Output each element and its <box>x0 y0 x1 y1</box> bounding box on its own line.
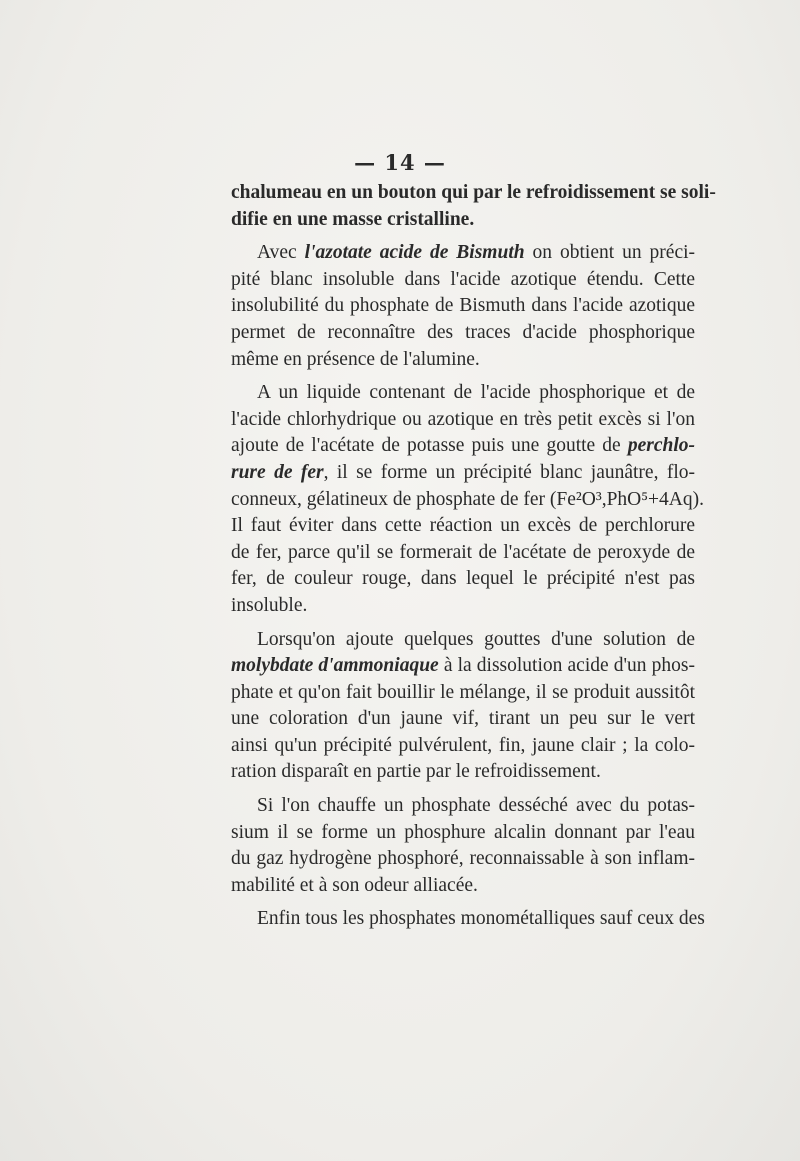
text-line: sium il se forme un phosphure alcalin donnant par l'eau <box>231 821 695 843</box>
italic-term: perchlo- <box>627 435 695 457</box>
text-line: Il faut éviter dans cette réaction un excès de perchlorure <box>231 515 695 537</box>
text-line: mabilité et à son odeur alliacée. <box>231 874 478 896</box>
italic-term: rure de fer <box>231 461 324 483</box>
text-line: Si l'on chauffe un phosphate desséché avec du potas- <box>257 795 695 817</box>
text-line: de fer, parce qu'il se formerait de l'acétate de peroxyde de <box>231 541 695 563</box>
text-line: ainsi qu'un précipité pulvérulent, fin, jaune clair ; la colo- <box>231 734 695 756</box>
text-line: A un liquide contenant de l'acide phosphorique et de <box>257 382 695 404</box>
text-line: conneux, gélatineux de phosphate de fer (Fe²O³,PhO⁵+4Aq). <box>231 488 704 510</box>
text-line: molybdate d'ammoniaque à la dissolution acide d'un phos- <box>231 655 695 677</box>
text-line: chalumeau en un bouton qui par le refroidissement se soli- <box>231 182 716 203</box>
text-line: pité blanc insoluble dans l'acide azotique étendu. Cette <box>231 268 695 290</box>
text-line: fer, de couleur rouge, dans lequel le précipité n'est pas <box>231 568 695 590</box>
text-line: du gaz hydrogène phosphoré, reconnaissable à son inflam- <box>231 848 695 870</box>
text-line: l'acide chlorhydrique ou azotique en très petit excès si l'on <box>231 408 695 430</box>
text-line: ration disparaît en partie par le refroidissement. <box>231 761 601 783</box>
text-line: permet de reconnaître des traces d'acide phosphorique <box>231 321 695 343</box>
italic-term: l'azotate acide de Bismuth <box>304 242 525 264</box>
text-line: difie en une masse cristalline. <box>231 208 475 230</box>
text-line: Lorsqu'on ajoute quelques gouttes d'une solution de <box>257 628 695 650</box>
text-line: phate et qu'on fait bouillir le mélange, il se produit aussitôt <box>231 681 695 703</box>
text-line: une coloration d'un jaune vif, tirant un peu sur le vert <box>231 708 695 730</box>
text-line: Avec l'azotate acide de Bismuth on obtient un préci- <box>257 242 696 264</box>
text-line: insoluble. <box>231 594 308 616</box>
text-line: Enfin tous les phosphates monométalliques sauf ceux des <box>257 908 705 930</box>
text-line: même en présence de l'alumine. <box>231 348 480 370</box>
text-line: insolubilité du phosphate de Bismuth dans l'acide azotique <box>231 295 695 317</box>
text-line: ajoute de l'acétate de potasse puis une goutte de perchlo- <box>231 435 695 457</box>
text-line: rure de fer, il se forme un précipité blanc jaunâtre, flo- <box>231 461 695 483</box>
page-number: — 14 — <box>354 150 446 175</box>
italic-term: molybdate d'ammoniaque <box>231 655 439 677</box>
body-text <box>231 180 716 933</box>
